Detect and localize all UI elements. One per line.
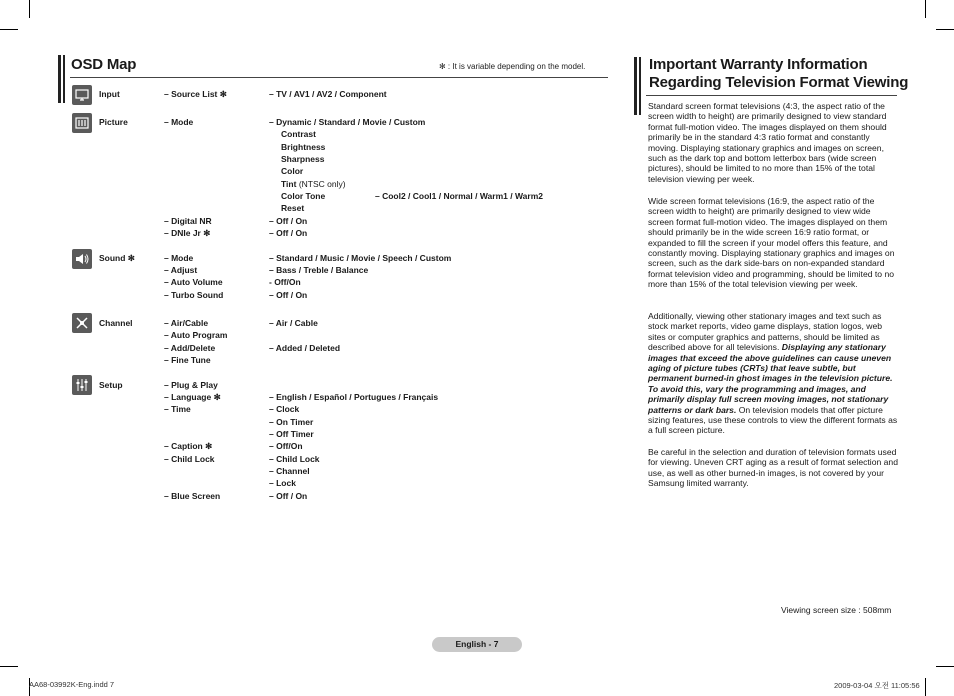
picture-dnie-jr: – DNIe Jr ✻: [164, 228, 211, 238]
setup-child-lock-channel: – Channel: [269, 466, 310, 476]
viewing-screen-size: Viewing screen size : 508mm: [781, 605, 892, 615]
picture-color-tone-options: – Cool2 / Cool1 / Normal / Warm1 / Warm2: [375, 191, 543, 201]
channel-add-delete: – Add/Delete: [164, 343, 216, 353]
input-source-list: – Source List ✻: [164, 89, 227, 99]
warranty-p3-emphasis: Displaying any stationary images that exceed the above guidelines can cause uneven aging of picture tubes (CRTs) that leave subtle, but permanent burned-in ghost images in the television picture. To avoid this, vary the programming and images, and primarily display full screen moving images, not stationary patterns or dark bars.: [648, 342, 893, 415]
menu-channel-label: Channel: [99, 318, 133, 328]
channel-air-cable: – Air/Cable: [164, 318, 209, 328]
setup-plug-play: – Plug & Play: [164, 380, 218, 390]
setup-child-lock-lock: – Lock: [269, 478, 296, 488]
picture-tint: [281, 179, 346, 189]
setup-blue-screen: – Blue Screen: [164, 491, 221, 501]
picture-color: Color: [281, 166, 304, 176]
warranty-title-bar-2: [639, 57, 641, 115]
menu-picture-label: Picture: [99, 117, 128, 127]
picture-contrast: Contrast: [281, 129, 316, 139]
setup-caption: – Caption ✻: [164, 441, 213, 451]
warranty-title-line2: Regarding Television Format Viewing: [649, 74, 909, 91]
footer-timestamp: 2009-03-04 오전 11:05:56: [834, 681, 920, 690]
picture-digital-nr-options: – Off / On: [269, 216, 308, 226]
osd-variable-note: ✻ : It is variable depending on the model.: [439, 62, 586, 71]
menu-input-label: Input: [99, 89, 120, 99]
picture-digital-nr: – Digital NR: [164, 216, 212, 226]
channel-fine-tune: – Fine Tune: [164, 355, 211, 365]
warranty-title-line1: Important Warranty Information: [649, 56, 868, 73]
setup-icon: [72, 375, 92, 395]
crop-mark-tr-h: [936, 29, 954, 30]
osd-map-title: OSD Map: [71, 56, 137, 73]
warranty-paragraph-standard: Standard screen format televisions (4:3, the aspect ratio of the screen width to height) are primarily designed to view standard format full-motion video. The images displayed on them should primarily be in the standard 4:3 ratio format and constantly moving. Displaying stationary graphics and images on screen, such as the dark top and bottom letterbox bars (wide screen pictures), should be limited to no more than 15% of the total television viewing per week.: [648, 101, 887, 184]
sound-mode: – Mode: [164, 253, 194, 263]
warranty-p3-start: Additionally, viewing other stationary images and text such as stock market reports, video game displays, station logos, web sites or computer graphics and patterns, should be limited as described above for all televisions.: [648, 311, 883, 353]
setup-language-options: – English / Español / Portugues / Français: [269, 392, 439, 402]
setup-language: – Language ✻: [164, 392, 221, 402]
crop-mark-br-v: [925, 678, 926, 696]
channel-add-delete-options: – Added / Deleted: [269, 343, 341, 353]
input-source-options: – TV / AV1 / AV2 / Component: [269, 89, 387, 99]
sound-turbo-sound: – Turbo Sound: [164, 290, 224, 300]
sound-mode-options: – Standard / Music / Movie / Speech / Custom: [269, 253, 452, 263]
sound-adjust: – Adjust: [164, 265, 198, 275]
picture-dnie-jr-options: – Off / On: [269, 228, 308, 238]
setup-caption-options: – Off/On: [269, 441, 303, 451]
sound-auto-volume-options: - Off/On: [269, 277, 301, 287]
setup-time: – Time: [164, 404, 191, 414]
crop-mark-br-h: [936, 666, 954, 667]
setup-blue-screen-options: – Off / On: [269, 491, 308, 501]
warranty-p3-end: On television models that offer picture sizing features, use these controls to view the different formats as a full screen picture.: [648, 404, 898, 436]
sound-icon: [72, 249, 92, 269]
setup-child-lock-sub: – Child Lock: [269, 454, 320, 464]
osd-title-rule: [70, 77, 608, 78]
warranty-title-bar: [634, 57, 637, 115]
picture-icon: [72, 113, 92, 133]
sound-auto-volume: – Auto Volume: [164, 277, 223, 287]
picture-tint-note: (NTSC only): [298, 179, 346, 189]
warranty-title-rule: [646, 95, 897, 96]
sound-adjust-options: – Bass / Treble / Balance: [269, 265, 369, 275]
picture-mode: – Mode: [164, 117, 194, 127]
osd-title-bar: [58, 55, 61, 103]
page-number-badge: English - 7: [432, 637, 522, 652]
footer-file-name: AA68-03992K-Eng.indd 7: [29, 680, 115, 689]
warranty-title: [649, 56, 908, 92]
picture-mode-options: – Dynamic / Standard / Movie / Custom: [269, 117, 426, 127]
warranty-paragraph-wide: Wide screen format televisions (16:9, the aspect ratio of the screen width to height) are primarily designed to view wide screen format full-motion video. The images displayed on them should primarily be in the wide screen 16:9 ratio format, or expanded to fill the screen if your model offers this feature, and constantly moving. Displaying stationary graphics and images on screen, such as the dark side-bars on non-expanded standard format television video and programming, should be limited to no more than 15% of the total television viewing per week.: [648, 196, 895, 290]
crop-mark-bl-h: [0, 666, 18, 667]
sound-turbo-sound-options: – Off / On: [269, 290, 308, 300]
picture-tint-label: Tint: [281, 179, 297, 189]
setup-child-lock: – Child Lock: [164, 454, 215, 464]
channel-auto-program: – Auto Program: [164, 330, 228, 340]
setup-time-on-timer: – On Timer: [269, 417, 314, 427]
picture-reset: Reset: [281, 203, 305, 213]
menu-setup-label: Setup: [99, 380, 123, 390]
channel-air-cable-options: – Air / Cable: [269, 318, 318, 328]
picture-brightness: Brightness: [281, 142, 326, 152]
crop-mark-tl-v: [29, 0, 30, 18]
osd-title-bar-2: [63, 55, 65, 103]
setup-time-clock: – Clock: [269, 404, 300, 414]
warranty-paragraph-careful: Be careful in the selection and duration of television formats used for viewing. Uneven CRT aging as a result of format selection and use, as well as other burned-in images, is not covered by your Samsung limited warranty.: [648, 447, 898, 489]
warranty-paragraph-stationary: [648, 311, 898, 436]
crop-mark-tl-h: [0, 29, 18, 30]
crop-mark-tr-v: [925, 0, 926, 18]
setup-time-off-timer: – Off Timer: [269, 429, 314, 439]
input-icon: [72, 85, 92, 105]
picture-sharpness: Sharpness: [281, 154, 325, 164]
channel-icon: [72, 313, 92, 333]
picture-color-tone: Color Tone: [281, 191, 326, 201]
menu-sound-label: Sound ✻: [99, 253, 135, 263]
